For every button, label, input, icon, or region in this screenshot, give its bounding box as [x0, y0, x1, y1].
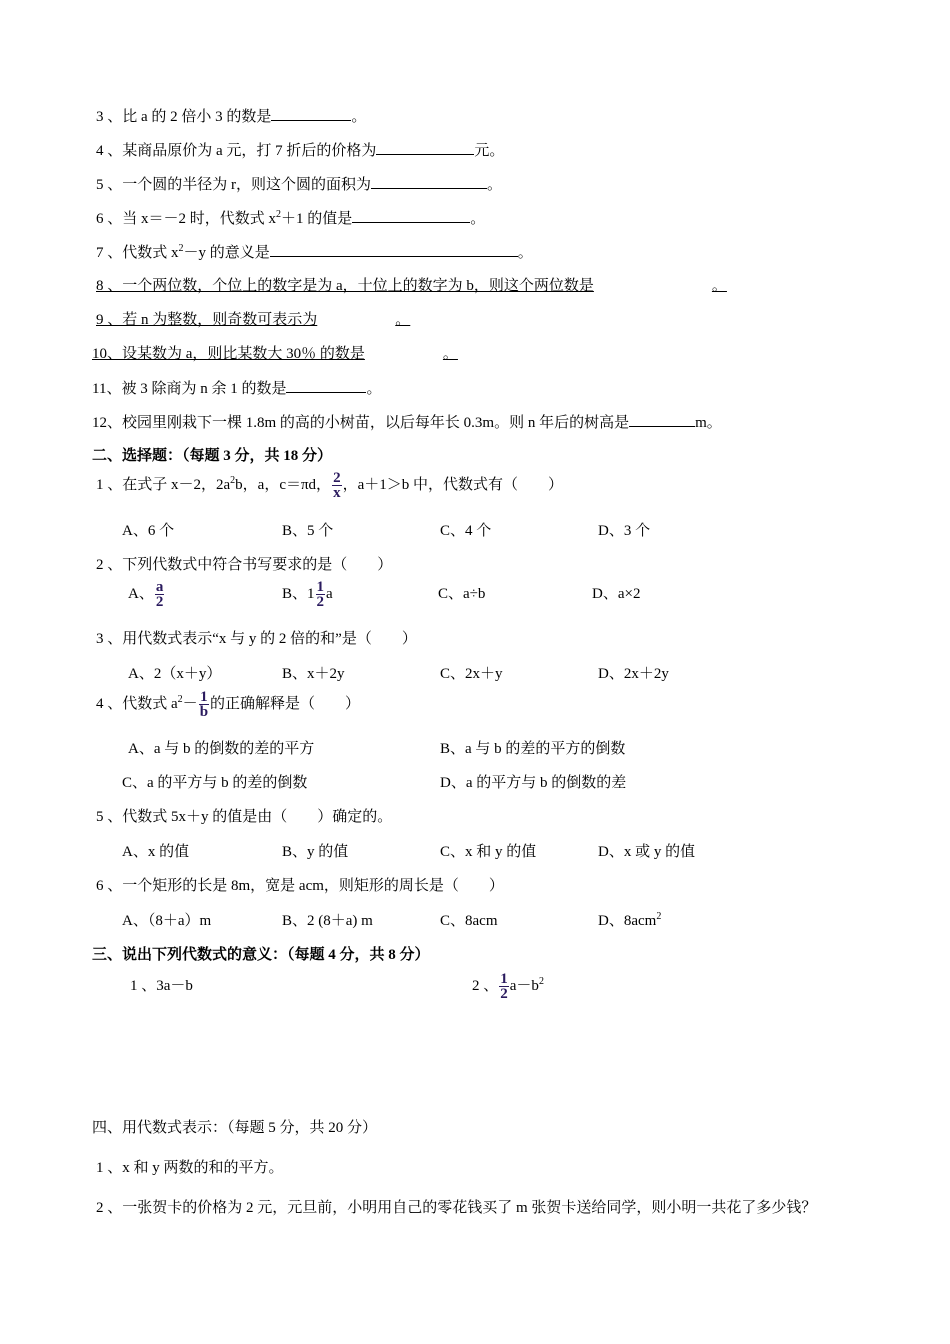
choice-question-2: 2 、下列代数式中符合书写要求的是（ ） [96, 557, 393, 573]
fill-question-10: 10、设某数为 a，则比某数大 30％ 的数是 。 [92, 346, 458, 362]
fraction-2-over-x: $\frac{2}{x}$ [333, 470, 341, 502]
choice-q6-option-b: B、2 (8＋a) m [282, 913, 373, 929]
answer-blank [271, 106, 351, 121]
choice-q4-option-b: B、a 与 b 的差的平方的倒数 [440, 741, 626, 757]
choice-q5-option-c: C、x 和 y 的值 [440, 844, 537, 860]
answer-blank [629, 412, 695, 427]
fill-question-7: 7 、代数式 $x^2-y$ 的意义是 。 [96, 243, 533, 261]
choice-q6-option-d: D、8acm$^2$ [598, 911, 662, 929]
meaning-question-1: 1 、3a－b [130, 978, 193, 994]
fill-question-9: 9 、若 n 为整数，则奇数可表示为 。 [96, 312, 411, 328]
choice-question-5: 5 、代数式 5x＋y 的值是由（ ）确定的。 [96, 809, 393, 825]
choice-q1-option-a: A、6 个 [122, 523, 175, 539]
fraction-1-over-2: $\frac{1}{2}$ [500, 971, 508, 1003]
answer-blank [376, 140, 474, 155]
choice-q2-option-c: C、a÷b [438, 586, 486, 602]
choice-question-4: 4 、代数式 $a^2-$ $\frac{1}{b}$ 的正确解释是（ ） [96, 689, 361, 721]
choice-q1-option-b: B、5 个 [282, 523, 334, 539]
choice-q4-option-a: A、a 与 b 的倒数的差的平方 [128, 741, 315, 757]
fraction-a-over-2: $\frac{a}{2}$ [155, 579, 164, 611]
choice-q5-option-d: D、x 或 y 的值 [598, 844, 696, 860]
choice-q6-option-c: C、8acm [440, 913, 498, 929]
section-3-title: 三、说出下列代数式的意义：（每题 4 分，共 8 分） [92, 947, 430, 963]
choice-q4-option-d: D、a 的平方与 b 的倒数的差 [440, 775, 627, 791]
choice-q5-option-a: A、x 的值 [122, 844, 190, 860]
fraction-1-over-b: $\frac{1}{b}$ [199, 689, 209, 721]
fill-question-11: 11、被 3 除商为 n 余 1 的数是 。 [92, 378, 381, 399]
meaning-question-2: 2 、 $\frac{1}{2}$ $a-b^2$ [472, 971, 544, 1003]
choice-q2-option-a: A、 $\frac{a}{2}$ [128, 579, 164, 611]
section-2-title: 二、选择题：（每题 3 分，共 18 分） [92, 448, 333, 464]
answer-blank [270, 242, 518, 257]
choice-q6-option-a: A、（8＋a）m [122, 913, 212, 929]
choice-q3-option-b: B、x＋2y [282, 666, 345, 682]
section-4-title: 四、用代数式表示：（每题 5 分，共 20 分） [92, 1120, 378, 1136]
fill-question-5: 5 、一个圆的半径为 r，则这个圆的面积为 。 [96, 174, 502, 195]
choice-q3-option-a: A、2（x＋y） [128, 666, 222, 682]
fill-question-4: 4 、某商品原价为 a 元，打 7 折后的价格为 元。 [96, 140, 504, 161]
expression-question-2: 2 、一张贺卡的价格为 2 元，元旦前，小明用自己的零花钱买了 m 张贺卡送给同学，则小明一共花了多少钱？ [96, 1200, 817, 1216]
choice-q1-option-c: C、4 个 [440, 523, 492, 539]
answer-blank [371, 174, 487, 189]
choice-q3-option-c: C、2x＋y [440, 666, 503, 682]
choice-q1-option-d: D、3 个 [598, 523, 651, 539]
choice-question-1: 1 、在式子 x－2，$2a^2b$，a，c＝πd， $\frac{2}{x}$ ，a＋1＞b 中，代数式有（ ） [96, 470, 563, 502]
fill-question-3: 3 、比 a 的 2 倍小 3 的数是 。 [96, 106, 366, 127]
choice-q3-option-d: D、2x＋2y [598, 666, 669, 682]
choice-question-3: 3 、用代数式表示“x 与 y 的 2 倍的和”是（ ） [96, 631, 417, 647]
choice-q4-option-c: C、a 的平方与 b 的差的倒数 [122, 775, 308, 791]
fill-question-12: 12、校园里刚栽下一棵 1.8m 的高的小树苗，以后每年长 0.3m。则 n 年后的树高是 m。 [92, 412, 722, 433]
fill-question-8: 8 、一个两位数，个位上的数字是为 a，十位上的数字为 b，则这个两位数是 。 [96, 278, 727, 294]
answer-blank [286, 378, 366, 393]
choice-q5-option-b: B、y 的值 [282, 844, 349, 860]
fraction-1-over-2: $\frac{1}{2}$ [316, 579, 325, 611]
choice-question-6: 6 、一个矩形的长是 8m，宽是 acm，则矩形的周长是（ ） [96, 878, 504, 894]
choice-q2-option-d: D、a×2 [592, 586, 641, 602]
expression-question-1: 1 、x 和 y 两数的和的平方。 [96, 1160, 284, 1176]
choice-q2-option-b: B、1 $\frac{1}{2}$ a [282, 579, 333, 611]
fill-question-6: 6 、当 x＝－2 时，代数式 $x^2+1$ 的值是 。 [96, 209, 486, 227]
answer-blank [352, 208, 470, 223]
